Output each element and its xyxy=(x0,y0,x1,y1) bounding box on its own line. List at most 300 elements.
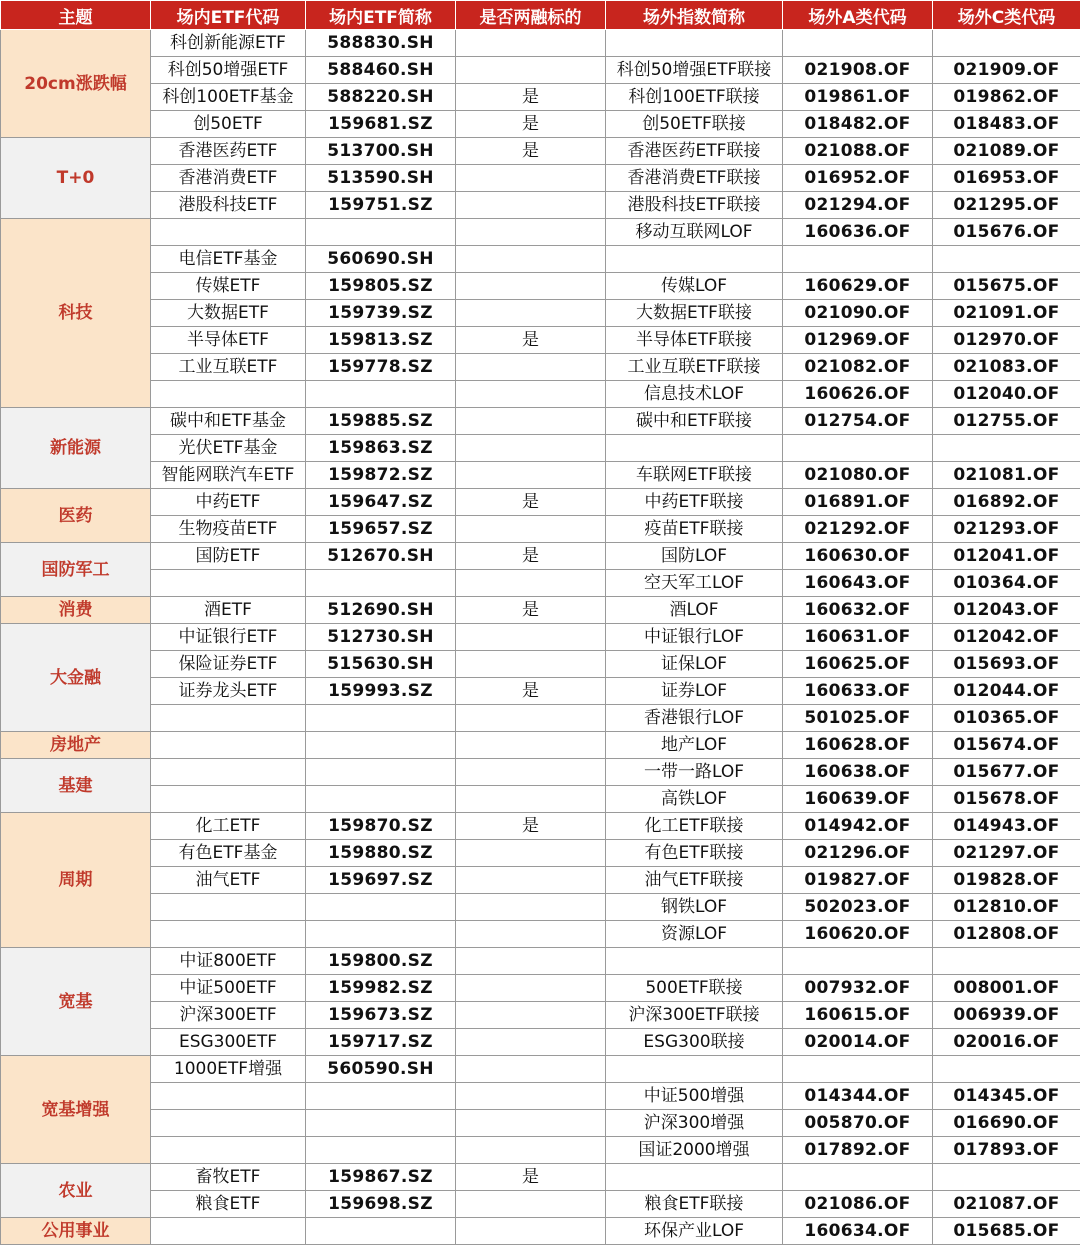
otc-index-cell: 中证银行LOF xyxy=(606,624,783,651)
c-code-cell xyxy=(933,1164,1080,1191)
etf-code-cell: 159885.SZ xyxy=(306,408,456,435)
otc-index-cell xyxy=(606,435,783,462)
a-code-cell: 160629.OF xyxy=(783,273,933,300)
theme-cell: 农业 xyxy=(1,1164,151,1218)
c-code-cell: 015693.OF xyxy=(933,651,1080,678)
c-code-cell xyxy=(933,1056,1080,1083)
etf-name-cell: 电信ETF基金 xyxy=(151,246,306,273)
margin-cell: 是 xyxy=(456,489,606,516)
a-code-cell: 021296.OF xyxy=(783,840,933,867)
etf-name-cell: 香港医药ETF xyxy=(151,138,306,165)
theme-cell: 宽基增强 xyxy=(1,1056,151,1164)
etf-code-cell: 159681.SZ xyxy=(306,111,456,138)
table-row xyxy=(1,1137,1080,1164)
header-a-code: 场外A类代码 xyxy=(783,1,933,30)
a-code-cell: 021086.OF xyxy=(783,1191,933,1218)
margin-cell xyxy=(456,732,606,759)
otc-index-cell: 中证500增强 xyxy=(606,1083,783,1110)
etf-code-cell: 513700.SH xyxy=(306,138,456,165)
otc-index-cell: 高铁LOF xyxy=(606,786,783,813)
c-code-cell: 015675.OF xyxy=(933,273,1080,300)
otc-index-cell: 钢铁LOF xyxy=(606,894,783,921)
c-code-cell: 015678.OF xyxy=(933,786,1080,813)
table-row xyxy=(1,138,1080,165)
a-code-cell: 018482.OF xyxy=(783,111,933,138)
c-code-cell: 020016.OF xyxy=(933,1029,1080,1056)
etf-name-cell: ESG300ETF xyxy=(151,1029,306,1056)
etf-code-cell xyxy=(306,1137,456,1164)
c-code-cell: 012808.OF xyxy=(933,921,1080,948)
table-row xyxy=(1,219,1080,246)
otc-index-cell: 有色ETF联接 xyxy=(606,840,783,867)
margin-cell: 是 xyxy=(456,678,606,705)
etf-name-cell: 港股科技ETF xyxy=(151,192,306,219)
etf-code-cell: 159863.SZ xyxy=(306,435,456,462)
etf-code-cell: 512670.SH xyxy=(306,543,456,570)
table-row xyxy=(1,84,1080,111)
header-theme: 主题 xyxy=(1,1,151,30)
theme-cell: 宽基 xyxy=(1,948,151,1056)
etf-name-cell: 科创50增强ETF xyxy=(151,57,306,84)
theme-cell: 国防军工 xyxy=(1,543,151,597)
header-margin: 是否两融标的 xyxy=(456,1,606,30)
etf-code-cell xyxy=(306,894,456,921)
margin-cell xyxy=(456,462,606,489)
etf-code-cell: 159673.SZ xyxy=(306,1002,456,1029)
etf-code-cell: 159982.SZ xyxy=(306,975,456,1002)
otc-index-cell: 信息技术LOF xyxy=(606,381,783,408)
etf-code-cell: 560690.SH xyxy=(306,246,456,273)
etf-name-cell: 中药ETF xyxy=(151,489,306,516)
margin-cell xyxy=(456,570,606,597)
etf-code-cell: 513590.SH xyxy=(306,165,456,192)
etf-name-cell: 大数据ETF xyxy=(151,300,306,327)
c-code-cell: 008001.OF xyxy=(933,975,1080,1002)
etf-code-cell: 159867.SZ xyxy=(306,1164,456,1191)
etf-name-cell: 中证800ETF xyxy=(151,948,306,975)
theme-cell: 基建 xyxy=(1,759,151,813)
etf-code-cell: 560590.SH xyxy=(306,1056,456,1083)
c-code-cell: 017893.OF xyxy=(933,1137,1080,1164)
otc-index-cell: 大数据ETF联接 xyxy=(606,300,783,327)
margin-cell xyxy=(456,759,606,786)
a-code-cell: 012969.OF xyxy=(783,327,933,354)
etf-code-cell xyxy=(306,1110,456,1137)
c-code-cell: 012044.OF xyxy=(933,678,1080,705)
etf-name-cell xyxy=(151,570,306,597)
table-row xyxy=(1,894,1080,921)
margin-cell: 是 xyxy=(456,597,606,624)
otc-index-cell: 香港医药ETF联接 xyxy=(606,138,783,165)
c-code-cell: 019828.OF xyxy=(933,867,1080,894)
etf-name-cell xyxy=(151,921,306,948)
otc-index-cell: 沪深300增强 xyxy=(606,1110,783,1137)
otc-index-cell: 港股科技ETF联接 xyxy=(606,192,783,219)
margin-cell xyxy=(456,894,606,921)
etf-name-cell: 香港消费ETF xyxy=(151,165,306,192)
otc-index-cell: 创50ETF联接 xyxy=(606,111,783,138)
c-code-cell: 021295.OF xyxy=(933,192,1080,219)
c-code-cell xyxy=(933,435,1080,462)
a-code-cell: 021082.OF xyxy=(783,354,933,381)
a-code-cell: 019861.OF xyxy=(783,84,933,111)
table-row xyxy=(1,732,1080,759)
a-code-cell: 160626.OF xyxy=(783,381,933,408)
etf-name-cell: 中证500ETF xyxy=(151,975,306,1002)
etf-name-cell xyxy=(151,1083,306,1110)
theme-cell: 新能源 xyxy=(1,408,151,489)
a-code-cell: 005870.OF xyxy=(783,1110,933,1137)
table-row xyxy=(1,921,1080,948)
table-row xyxy=(1,381,1080,408)
etf-name-cell: 油气ETF xyxy=(151,867,306,894)
a-code-cell: 021292.OF xyxy=(783,516,933,543)
etf-code-cell xyxy=(306,381,456,408)
otc-index-cell: 半导体ETF联接 xyxy=(606,327,783,354)
margin-cell xyxy=(456,1218,606,1245)
etf-name-cell: 碳中和ETF基金 xyxy=(151,408,306,435)
etf-name-cell: 中证银行ETF xyxy=(151,624,306,651)
margin-cell xyxy=(456,246,606,273)
a-code-cell xyxy=(783,246,933,273)
a-code-cell: 016952.OF xyxy=(783,165,933,192)
theme-cell: 消费 xyxy=(1,597,151,624)
etf-name-cell: 保险证券ETF xyxy=(151,651,306,678)
otc-index-cell: 科创50增强ETF联接 xyxy=(606,57,783,84)
etf-name-cell: 创50ETF xyxy=(151,111,306,138)
c-code-cell: 015685.OF xyxy=(933,1218,1080,1245)
etf-name-cell: 有色ETF基金 xyxy=(151,840,306,867)
etf-name-cell: 国防ETF xyxy=(151,543,306,570)
etf-code-cell xyxy=(306,705,456,732)
margin-cell: 是 xyxy=(456,84,606,111)
etf-name-cell xyxy=(151,1110,306,1137)
header-etf-name: 场内ETF简称 xyxy=(306,1,456,30)
table-row xyxy=(1,408,1080,435)
c-code-cell: 021909.OF xyxy=(933,57,1080,84)
a-code-cell xyxy=(783,435,933,462)
etf-code-cell: 588220.SH xyxy=(306,84,456,111)
table-row xyxy=(1,813,1080,840)
otc-index-cell: 酒LOF xyxy=(606,597,783,624)
table-row xyxy=(1,867,1080,894)
theme-cell: 科技 xyxy=(1,219,151,408)
etf-code-cell xyxy=(306,1083,456,1110)
table-row xyxy=(1,597,1080,624)
etf-name-cell: 畜牧ETF xyxy=(151,1164,306,1191)
etf-code-cell: 159872.SZ xyxy=(306,462,456,489)
header-c-code: 场外C类代码 xyxy=(933,1,1080,30)
theme-cell: 医药 xyxy=(1,489,151,543)
otc-index-cell: 证券LOF xyxy=(606,678,783,705)
otc-index-cell xyxy=(606,246,783,273)
a-code-cell: 014344.OF xyxy=(783,1083,933,1110)
a-code-cell: 160625.OF xyxy=(783,651,933,678)
etf-code-cell xyxy=(306,732,456,759)
otc-index-cell: 香港消费ETF联接 xyxy=(606,165,783,192)
table-row xyxy=(1,57,1080,84)
c-code-cell: 010364.OF xyxy=(933,570,1080,597)
etf-code-cell: 159657.SZ xyxy=(306,516,456,543)
margin-cell xyxy=(456,57,606,84)
otc-index-cell: 化工ETF联接 xyxy=(606,813,783,840)
table-row xyxy=(1,1056,1080,1083)
table-row xyxy=(1,192,1080,219)
otc-index-cell: 国防LOF xyxy=(606,543,783,570)
table-row xyxy=(1,624,1080,651)
c-code-cell: 015677.OF xyxy=(933,759,1080,786)
a-code-cell: 160639.OF xyxy=(783,786,933,813)
etf-name-cell xyxy=(151,786,306,813)
margin-cell: 是 xyxy=(456,327,606,354)
table-row xyxy=(1,165,1080,192)
margin-cell xyxy=(456,840,606,867)
header-otc-index: 场外指数简称 xyxy=(606,1,783,30)
table-row xyxy=(1,705,1080,732)
table-row xyxy=(1,759,1080,786)
c-code-cell: 018483.OF xyxy=(933,111,1080,138)
etf-name-cell xyxy=(151,219,306,246)
theme-cell: T+0 xyxy=(1,138,151,219)
a-code-cell: 160634.OF xyxy=(783,1218,933,1245)
table-row xyxy=(1,354,1080,381)
table-body xyxy=(1,30,1080,1245)
etf-code-cell: 588460.SH xyxy=(306,57,456,84)
etf-name-cell xyxy=(151,894,306,921)
table-row xyxy=(1,678,1080,705)
etf-name-cell: 沪深300ETF xyxy=(151,1002,306,1029)
a-code-cell: 501025.OF xyxy=(783,705,933,732)
margin-cell xyxy=(456,1110,606,1137)
margin-cell xyxy=(456,435,606,462)
c-code-cell: 016690.OF xyxy=(933,1110,1080,1137)
c-code-cell: 006939.OF xyxy=(933,1002,1080,1029)
c-code-cell: 021083.OF xyxy=(933,354,1080,381)
margin-cell xyxy=(456,219,606,246)
c-code-cell: 012810.OF xyxy=(933,894,1080,921)
c-code-cell: 015674.OF xyxy=(933,732,1080,759)
table-row xyxy=(1,786,1080,813)
table-row xyxy=(1,489,1080,516)
otc-index-cell: 碳中和ETF联接 xyxy=(606,408,783,435)
etf-code-cell: 512690.SH xyxy=(306,597,456,624)
margin-cell xyxy=(456,408,606,435)
a-code-cell: 016891.OF xyxy=(783,489,933,516)
margin-cell xyxy=(456,165,606,192)
margin-cell xyxy=(456,381,606,408)
c-code-cell: 021087.OF xyxy=(933,1191,1080,1218)
margin-cell xyxy=(456,1137,606,1164)
etf-code-cell: 159717.SZ xyxy=(306,1029,456,1056)
theme-cell: 公用事业 xyxy=(1,1218,151,1245)
c-code-cell: 021081.OF xyxy=(933,462,1080,489)
etf-code-cell xyxy=(306,570,456,597)
etf-name-cell: 粮食ETF xyxy=(151,1191,306,1218)
etf-code-cell: 159751.SZ xyxy=(306,192,456,219)
margin-cell: 是 xyxy=(456,1164,606,1191)
margin-cell xyxy=(456,921,606,948)
table-row xyxy=(1,840,1080,867)
etf-name-cell: 工业互联ETF xyxy=(151,354,306,381)
margin-cell: 是 xyxy=(456,543,606,570)
etf-code-cell: 159813.SZ xyxy=(306,327,456,354)
table-row xyxy=(1,516,1080,543)
etf-name-cell: 智能网联汽车ETF xyxy=(151,462,306,489)
margin-cell xyxy=(456,651,606,678)
otc-index-cell: ESG300联接 xyxy=(606,1029,783,1056)
margin-cell xyxy=(456,300,606,327)
margin-cell xyxy=(456,867,606,894)
theme-cell: 20cm涨跌幅 xyxy=(1,30,151,138)
etf-code-cell: 159870.SZ xyxy=(306,813,456,840)
header-row xyxy=(1,1,1080,30)
otc-index-cell: 证保LOF xyxy=(606,651,783,678)
otc-index-cell: 粮食ETF联接 xyxy=(606,1191,783,1218)
otc-index-cell: 地产LOF xyxy=(606,732,783,759)
margin-cell xyxy=(456,1083,606,1110)
c-code-cell xyxy=(933,948,1080,975)
etf-name-cell: 半导体ETF xyxy=(151,327,306,354)
etf-name-cell xyxy=(151,759,306,786)
margin-cell xyxy=(456,1002,606,1029)
table-row xyxy=(1,435,1080,462)
table-row xyxy=(1,300,1080,327)
a-code-cell: 014942.OF xyxy=(783,813,933,840)
etf-name-cell xyxy=(151,1218,306,1245)
c-code-cell: 014345.OF xyxy=(933,1083,1080,1110)
c-code-cell xyxy=(933,246,1080,273)
etf-name-cell: 1000ETF增强 xyxy=(151,1056,306,1083)
etf-code-cell: 512730.SH xyxy=(306,624,456,651)
c-code-cell: 012043.OF xyxy=(933,597,1080,624)
a-code-cell: 021908.OF xyxy=(783,57,933,84)
table-row xyxy=(1,246,1080,273)
etf-name-cell: 酒ETF xyxy=(151,597,306,624)
otc-index-cell: 500ETF联接 xyxy=(606,975,783,1002)
table-row xyxy=(1,1191,1080,1218)
a-code-cell: 160631.OF xyxy=(783,624,933,651)
etf-code-cell: 159698.SZ xyxy=(306,1191,456,1218)
theme-cell: 房地产 xyxy=(1,732,151,759)
a-code-cell: 160636.OF xyxy=(783,219,933,246)
margin-cell xyxy=(456,1029,606,1056)
a-code-cell: 160628.OF xyxy=(783,732,933,759)
etf-code-cell: 159647.SZ xyxy=(306,489,456,516)
etf-code-cell xyxy=(306,1218,456,1245)
otc-index-cell xyxy=(606,1056,783,1083)
etf-code-cell: 159800.SZ xyxy=(306,948,456,975)
otc-index-cell: 沪深300ETF联接 xyxy=(606,1002,783,1029)
etf-name-cell: 科创100ETF基金 xyxy=(151,84,306,111)
otc-index-cell xyxy=(606,948,783,975)
otc-index-cell: 中药ETF联接 xyxy=(606,489,783,516)
a-code-cell xyxy=(783,30,933,57)
etf-name-cell xyxy=(151,1137,306,1164)
otc-index-cell: 香港银行LOF xyxy=(606,705,783,732)
a-code-cell: 160632.OF xyxy=(783,597,933,624)
a-code-cell: 021080.OF xyxy=(783,462,933,489)
c-code-cell: 012755.OF xyxy=(933,408,1080,435)
table-row xyxy=(1,975,1080,1002)
otc-index-cell: 车联网ETF联接 xyxy=(606,462,783,489)
c-code-cell: 021293.OF xyxy=(933,516,1080,543)
table-row xyxy=(1,273,1080,300)
table-row xyxy=(1,111,1080,138)
table-row xyxy=(1,1164,1080,1191)
c-code-cell: 015676.OF xyxy=(933,219,1080,246)
a-code-cell: 020014.OF xyxy=(783,1029,933,1056)
a-code-cell: 019827.OF xyxy=(783,867,933,894)
a-code-cell xyxy=(783,1164,933,1191)
etf-name-cell xyxy=(151,381,306,408)
otc-index-cell: 疫苗ETF联接 xyxy=(606,516,783,543)
etf-name-cell: 化工ETF xyxy=(151,813,306,840)
etf-name-cell: 证券龙头ETF xyxy=(151,678,306,705)
margin-cell: 是 xyxy=(456,813,606,840)
etf-code-cell: 159778.SZ xyxy=(306,354,456,381)
etf-code-cell: 159805.SZ xyxy=(306,273,456,300)
table-row xyxy=(1,30,1080,57)
table-row xyxy=(1,570,1080,597)
margin-cell xyxy=(456,1191,606,1218)
c-code-cell: 021089.OF xyxy=(933,138,1080,165)
margin-cell xyxy=(456,30,606,57)
margin-cell xyxy=(456,948,606,975)
otc-index-cell xyxy=(606,30,783,57)
a-code-cell: 017892.OF xyxy=(783,1137,933,1164)
a-code-cell xyxy=(783,1056,933,1083)
a-code-cell: 502023.OF xyxy=(783,894,933,921)
otc-index-cell: 移动互联网LOF xyxy=(606,219,783,246)
etf-name-cell xyxy=(151,705,306,732)
etf-code-cell xyxy=(306,759,456,786)
a-code-cell xyxy=(783,948,933,975)
c-code-cell: 021091.OF xyxy=(933,300,1080,327)
etf-code-cell: 588830.SH xyxy=(306,30,456,57)
a-code-cell: 012754.OF xyxy=(783,408,933,435)
a-code-cell: 160620.OF xyxy=(783,921,933,948)
table-row xyxy=(1,1083,1080,1110)
a-code-cell: 160630.OF xyxy=(783,543,933,570)
margin-cell xyxy=(456,516,606,543)
etf-name-cell: 生物疫苗ETF xyxy=(151,516,306,543)
margin-cell xyxy=(456,705,606,732)
etf-code-cell: 159697.SZ xyxy=(306,867,456,894)
margin-cell xyxy=(456,1056,606,1083)
otc-index-cell: 空天军工LOF xyxy=(606,570,783,597)
a-code-cell: 021090.OF xyxy=(783,300,933,327)
etf-code-cell: 159739.SZ xyxy=(306,300,456,327)
margin-cell xyxy=(456,786,606,813)
c-code-cell: 021297.OF xyxy=(933,840,1080,867)
table-row xyxy=(1,1002,1080,1029)
c-code-cell: 016953.OF xyxy=(933,165,1080,192)
otc-index-cell: 资源LOF xyxy=(606,921,783,948)
otc-index-cell: 一带一路LOF xyxy=(606,759,783,786)
otc-index-cell: 工业互联ETF联接 xyxy=(606,354,783,381)
margin-cell xyxy=(456,975,606,1002)
header-etf-code: 场内ETF代码 xyxy=(151,1,306,30)
otc-index-cell: 传媒LOF xyxy=(606,273,783,300)
c-code-cell: 012041.OF xyxy=(933,543,1080,570)
etf-code-cell xyxy=(306,219,456,246)
etf-code-cell xyxy=(306,786,456,813)
c-code-cell: 012970.OF xyxy=(933,327,1080,354)
etf-name-cell: 传媒ETF xyxy=(151,273,306,300)
c-code-cell: 019862.OF xyxy=(933,84,1080,111)
a-code-cell: 160638.OF xyxy=(783,759,933,786)
etf-code-cell: 515630.SH xyxy=(306,651,456,678)
